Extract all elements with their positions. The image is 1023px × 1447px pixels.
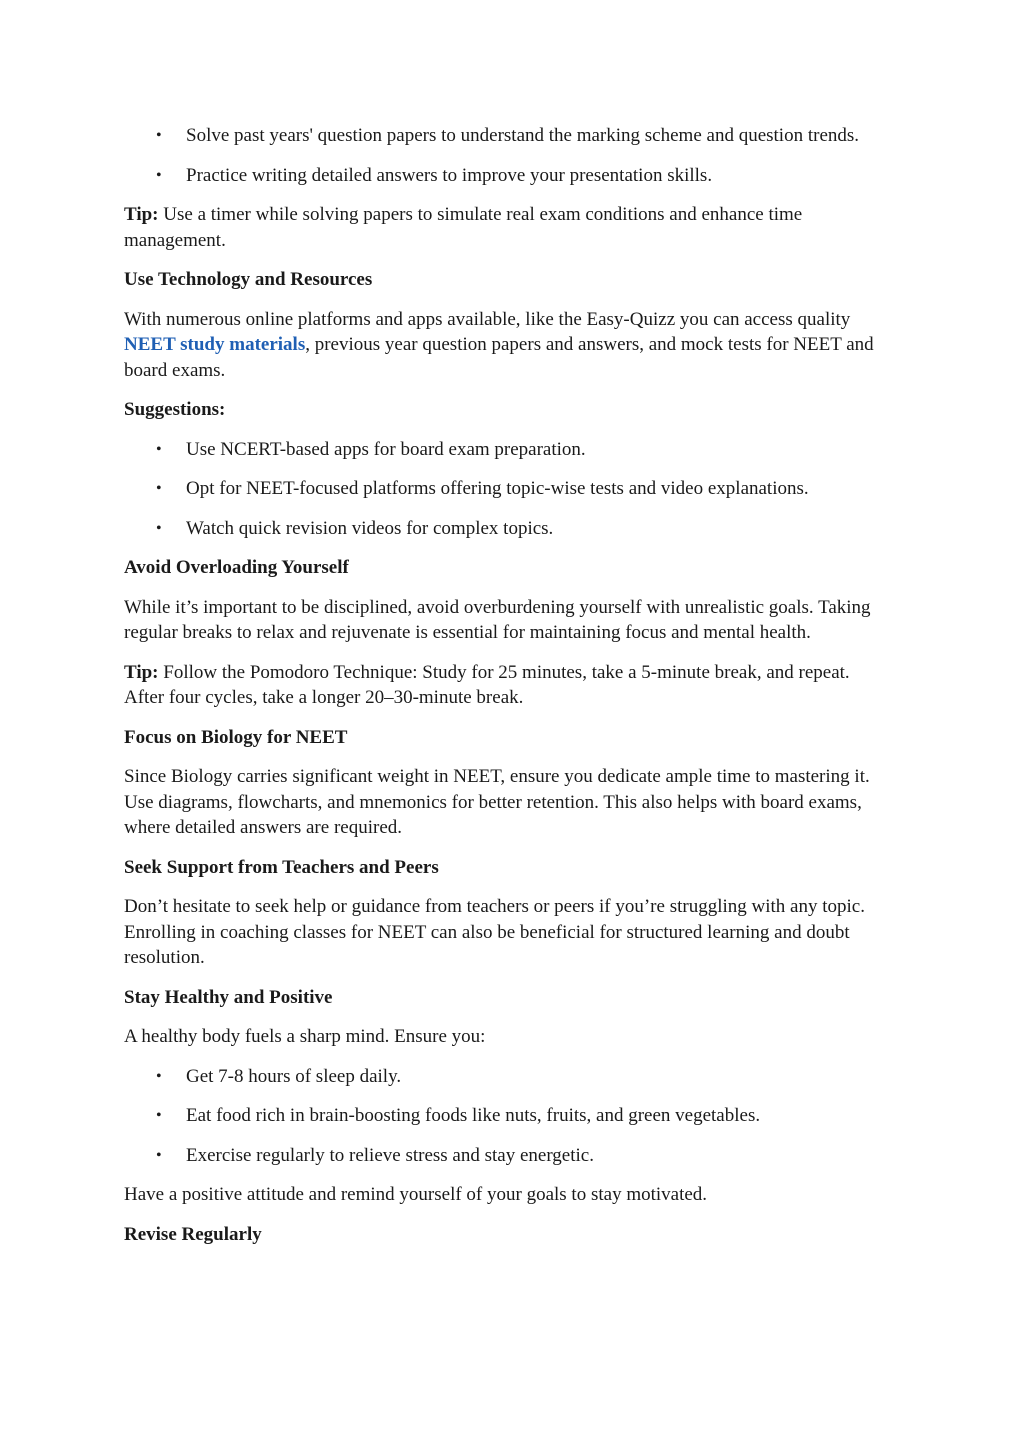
healthy-list [124,1064,884,1169]
healthy-intro: A healthy body fuels a sharp mind. Ensure you: [124,1026,486,1047]
healthy-outro: Have a positive attitude and remind yourself of your goals to stay motivated. [124,1184,708,1205]
section-heading-revise: Revise Regularly [124,1223,262,1245]
list-item: • Use NCERT-based apps for board exam preparation. [124,437,884,463]
technology-paragraph: With numerous online platforms and apps available, like the Easy-Quizz you can access quality NEET study materials, previous year question papers and answers, and mock tests for NEET and board exams. [124,308,874,381]
bullet-icon: • [156,440,162,458]
section-heading-biology: Focus on Biology for NEET [124,726,348,748]
tip-paragraph [124,660,884,711]
suggestions-heading: Suggestions: [124,399,226,420]
bullet-icon: • [156,1067,162,1085]
neet-study-materials-link[interactable]: NEET study materials [124,334,306,355]
section-heading-healthy: Stay Healthy and Positive [124,986,333,1008]
bullet-icon: • [156,166,162,184]
practice-list [124,123,884,188]
list-item: • Watch quick revision videos for complex topics. [124,516,884,542]
tip-text: Follow the Pomodoro Technique: Study for 25 minutes, take a 5-minute break, and repeat. After four cycles, take a longer 20–30-minute break. [124,661,850,708]
bullet-icon: • [156,480,162,497]
tip-text: Use a timer while solving papers to simulate real exam conditions and enhance time management. [124,204,803,251]
section-heading-overload: Avoid Overloading Yourself [124,557,349,578]
bullet-icon: • [156,519,162,537]
section-heading-support: Seek Support from Teachers and Peers [124,856,439,878]
bullet-icon: • [156,127,162,144]
bullet-icon: • [156,1146,162,1164]
list-item: • Exercise regularly to relieve stress and stay energetic. [124,1143,884,1169]
suggestions-list [124,437,884,542]
list-item: • Eat food rich in brain-boosting foods like nuts, fruits, and green vegetables. [124,1103,884,1129]
tip-label: Tip: [124,661,159,683]
list-item: • Solve past years' question papers to understand the marking scheme and question trends. [124,123,884,149]
section-heading-technology: Use Technology and Resources [124,269,373,290]
list-item: • Opt for NEET-focused platforms offering topic-wise tests and video explanations. [124,476,884,502]
list-item: • Practice writing detailed answers to improve your presentation skills. [124,163,884,189]
tip-label: Tip: [124,204,159,225]
bullet-icon: • [156,1107,162,1124]
document-page [124,123,884,1261]
list-item: • Get 7-8 hours of sleep daily. [124,1064,884,1090]
tip-paragraph [124,202,884,253]
overload-paragraph: While it’s important to be disciplined, avoid overburdening yourself with unrealistic goals. Taking regular breaks to relax and rejuvenate is essential for maintaining focus and mental health. [124,596,871,643]
biology-paragraph: Since Biology carries significant weight in NEET, ensure you dedicate ample time to mastering it. Use diagrams, flowcharts, and mnemonics for better retention. This also helps with board exams, where detailed answers are required. [124,766,870,838]
support-paragraph: Don’t hesitate to seek help or guidance from teachers or peers if you’re struggling with any topic. Enrolling in coaching classes for NEET can also be beneficial for structured learning and doubt resolution. [124,896,865,968]
